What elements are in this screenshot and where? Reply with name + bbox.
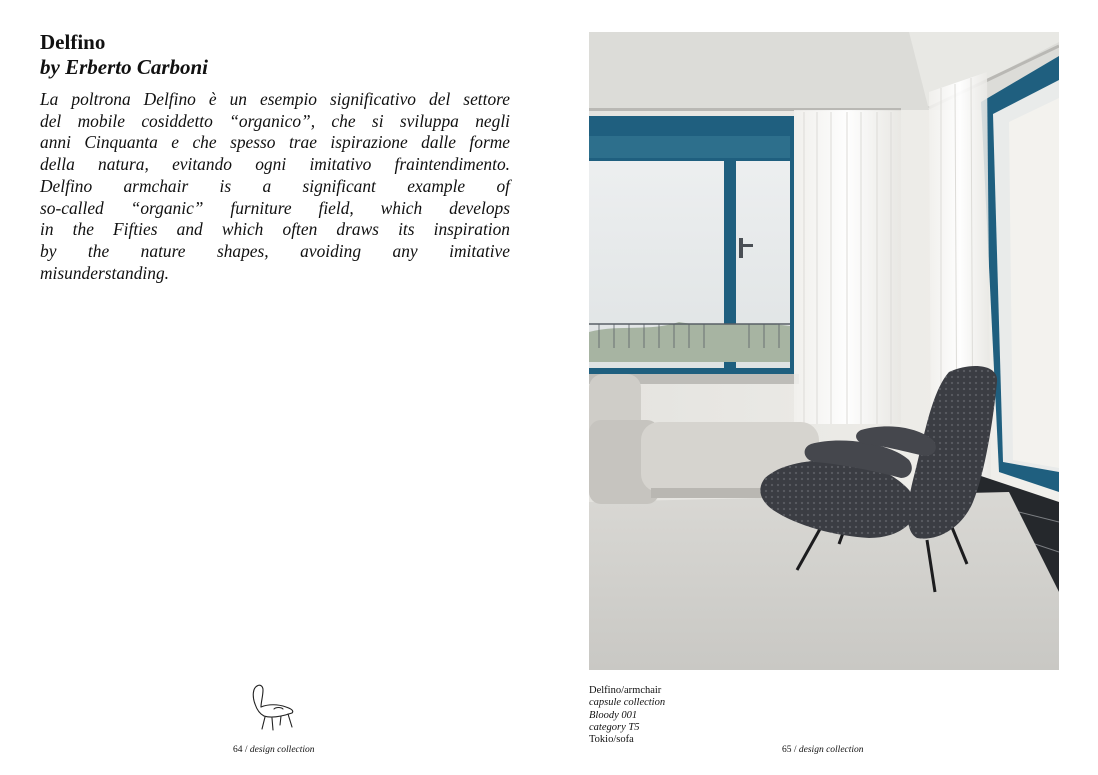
- page-number: 65: [782, 745, 792, 755]
- page-number-left: [233, 744, 315, 756]
- interior-photo: [589, 32, 1059, 670]
- designer-credit: by Erberto Carboni: [40, 55, 209, 79]
- section-label: design collection: [249, 745, 315, 755]
- body-line: Delfino armchair is a significant example of: [40, 175, 510, 196]
- folio-separator: /: [242, 745, 250, 755]
- folio-separator: /: [791, 745, 799, 755]
- right-page: [549, 0, 1098, 775]
- caption-fabric: Bloody 001: [589, 709, 638, 721]
- caption-category: category T5: [589, 721, 640, 733]
- body-line: in the Fifties and which often draws its inspiration: [40, 219, 510, 240]
- body-line: della natura, evitando ogni imitativo fraintendimento.: [40, 154, 510, 175]
- page-number-right: [782, 744, 864, 756]
- body-text: [40, 89, 510, 284]
- body-line: so-called “organic” furniture field, which develops: [40, 197, 510, 218]
- section-label: design collection: [798, 745, 864, 755]
- body-line: del mobile cosiddetto “organico”, che si sviluppa negli: [40, 110, 510, 131]
- armchair-sketch-icon: [248, 680, 302, 732]
- body-line: misunderstanding.: [40, 262, 169, 283]
- body-line: by the nature shapes, avoiding any imitative: [40, 240, 510, 261]
- caption-collection: capsule collection: [589, 697, 666, 709]
- caption-product: Delfino/armchair: [589, 685, 662, 696]
- living-room-illustration: [589, 32, 1059, 670]
- photo-caption: [589, 685, 665, 746]
- page-title: Delfino: [40, 30, 106, 54]
- caption-sofa: Tokio/sofa: [589, 734, 634, 746]
- page-number: 64: [233, 745, 243, 755]
- body-line: anni Cinquanta e che spesso trae ispirazione dalle forme: [40, 132, 510, 153]
- body-line: La poltrona Delfino è un esempio significativo del settore: [40, 89, 510, 109]
